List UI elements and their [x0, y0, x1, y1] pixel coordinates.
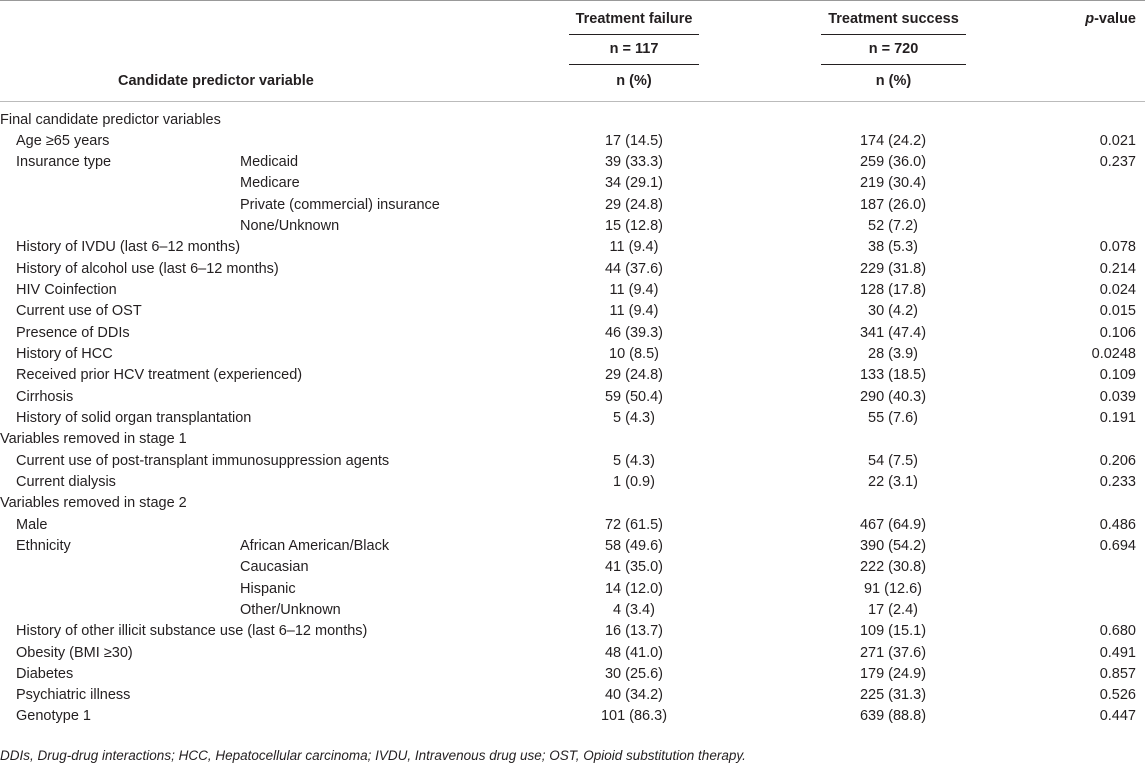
failure-count-cell: 29 (24.8): [604, 367, 664, 384]
variable-label: Cirrhosis: [16, 388, 74, 405]
table-row: [0, 131, 1145, 152]
failure-count-cell: 16 (13.7): [604, 623, 664, 640]
failure-count-cell: 101 (86.3): [600, 708, 668, 725]
table-row: [0, 621, 1145, 642]
failure-count-cell: 11 (9.4): [609, 239, 659, 256]
p-value-cell: 0.078: [1099, 239, 1136, 256]
p-value-cell: 0.039: [1099, 388, 1136, 405]
failure-count-cell: 48 (41.0): [604, 644, 664, 661]
success-count-cell: 22 (3.1): [868, 473, 918, 490]
failure-count-cell: 58 (49.6): [604, 537, 664, 554]
category-label: Other/Unknown: [240, 601, 341, 618]
category-label: Hispanic: [240, 580, 296, 597]
table-row: [0, 706, 1145, 727]
success-count-cell: 222 (30.8): [859, 559, 927, 576]
category-label: None/Unknown: [240, 218, 340, 235]
failure-count-cell: 30 (25.6): [604, 665, 664, 682]
table-row: [0, 579, 1145, 600]
table-row: [0, 216, 1145, 237]
success-count-cell: 290 (40.3): [859, 388, 927, 405]
section-header-row: [0, 110, 1145, 131]
p-value-cell: 0.214: [1099, 260, 1136, 277]
success-count-cell: 225 (31.3): [859, 687, 927, 704]
table-row: [0, 173, 1145, 194]
header-failure-title: Treatment failure: [575, 11, 693, 27]
p-value-cell: 0.106: [1099, 324, 1136, 341]
success-count-cell: 341 (47.4): [859, 324, 927, 341]
category-label: African American/Black: [240, 537, 390, 554]
failure-count-cell: 34 (29.1): [604, 175, 664, 192]
category-label: Private (commercial) insurance: [240, 196, 440, 213]
failure-count-cell: 4 (3.4): [613, 601, 655, 618]
failure-count-cell: 15 (12.8): [604, 218, 664, 235]
failure-count-cell: 39 (33.3): [604, 154, 664, 171]
variable-label: Age ≥65 years: [16, 132, 110, 149]
table-row: [0, 344, 1145, 365]
variable-label: Presence of DDIs: [16, 324, 130, 341]
success-title-rule: [821, 34, 966, 35]
table-row: [0, 195, 1145, 216]
variable-label: Obesity (BMI ≥30): [16, 644, 133, 661]
success-count-cell: 52 (7.2): [868, 218, 918, 235]
failure-title-rule: [569, 34, 699, 35]
variable-label: Current use of post-transplant immunosuppression agents: [16, 452, 390, 469]
category-label: Caucasian: [240, 559, 309, 576]
failure-count-cell: 10 (8.5): [609, 346, 659, 363]
success-count-cell: 179 (24.9): [859, 665, 927, 682]
table-row: [0, 515, 1145, 536]
success-count-cell: 229 (31.8): [859, 260, 927, 277]
failure-count-cell: 59 (50.4): [604, 388, 664, 405]
success-count-cell: 133 (18.5): [859, 367, 927, 384]
variable-label: History of solid organ transplantation: [16, 409, 252, 426]
failure-count-cell: 72 (61.5): [604, 516, 664, 533]
success-count-cell: 28 (3.9): [868, 346, 918, 363]
header-failure-unit: n (%): [616, 73, 652, 89]
p-value-cell: 0.024: [1099, 282, 1136, 299]
table-row: [0, 280, 1145, 301]
failure-count-cell: 11 (9.4): [609, 282, 659, 299]
p-value-cell: 0.109: [1099, 367, 1136, 384]
header-success-title: Treatment success: [828, 11, 959, 27]
success-count-cell: 467 (64.9): [859, 516, 927, 533]
failure-count-cell: 17 (14.5): [604, 132, 664, 149]
p-value-cell: 0.237: [1099, 154, 1136, 171]
table-row: [0, 557, 1145, 578]
failure-count-cell: 40 (34.2): [604, 687, 664, 704]
success-count-cell: 128 (17.8): [859, 282, 927, 299]
table-row: [0, 152, 1145, 173]
header-failure-n: n = 117: [609, 41, 659, 57]
p-value-cell: 0.233: [1099, 473, 1136, 490]
variable-label: Diabetes: [16, 665, 74, 682]
failure-count-cell: 46 (39.3): [604, 324, 664, 341]
variable-label: Genotype 1: [16, 708, 91, 725]
variable-label: Current use of OST: [16, 303, 142, 320]
variable-label: Insurance type: [16, 154, 112, 171]
table-row: [0, 301, 1145, 322]
variable-label: HIV Coinfection: [16, 282, 117, 299]
p-value-cell: 0.491: [1099, 644, 1136, 661]
failure-count-cell: 41 (35.0): [604, 559, 664, 576]
failure-count-cell: 5 (4.3): [613, 452, 655, 469]
table-footnote: DDIs, Drug-drug interactions; HCC, Hepatocellular carcinoma; IVDU, Intravenous drug use; OST, Opioid substitution therapy.: [0, 748, 746, 763]
section-label: Variables removed in stage 1: [0, 431, 187, 448]
section-label: Variables removed in stage 2: [0, 495, 187, 512]
table-row: [0, 664, 1145, 685]
variable-label: Received prior HCV treatment (experienced): [16, 367, 303, 384]
success-count-cell: 174 (24.2): [859, 132, 927, 149]
table-row: [0, 685, 1145, 706]
p-value-cell: 0.447: [1099, 708, 1136, 725]
failure-count-cell: 1 (0.9): [613, 473, 655, 490]
table-row: [0, 237, 1145, 258]
category-label: Medicaid: [240, 154, 299, 171]
header-success-unit: n (%): [875, 73, 912, 89]
variable-label: Ethnicity: [16, 537, 71, 554]
header-success-n: n = 720: [868, 41, 919, 57]
variable-label: Current dialysis: [16, 473, 116, 490]
table-row: [0, 365, 1145, 386]
p-value-cell: 0.694: [1099, 537, 1136, 554]
success-count-cell: 17 (2.4): [868, 601, 918, 618]
p-value-cell: 0.857: [1099, 665, 1136, 682]
table-row: [0, 472, 1145, 493]
table-row: [0, 643, 1145, 664]
table-row: [0, 387, 1145, 408]
success-count-cell: 38 (5.3): [868, 239, 918, 256]
p-value-cell: 0.206: [1099, 452, 1136, 469]
section-label: Final candidate predictor variables: [0, 111, 221, 128]
failure-count-cell: 11 (9.4): [609, 303, 659, 320]
success-count-cell: 187 (26.0): [859, 196, 927, 213]
p-value-cell: 0.0248: [1091, 346, 1136, 363]
success-count-cell: 219 (30.4): [859, 175, 927, 192]
p-value-cell: 0.526: [1099, 687, 1136, 704]
success-count-cell: 54 (7.5): [868, 452, 918, 469]
success-count-cell: 109 (15.1): [859, 623, 927, 640]
success-n-rule: [821, 64, 966, 65]
variable-label: History of alcohol use (last 6–12 months): [16, 260, 279, 277]
table-row: [0, 451, 1145, 472]
section-header-row: [0, 429, 1145, 450]
p-value-cell: 0.021: [1099, 132, 1136, 149]
failure-count-cell: 14 (12.0): [604, 580, 664, 597]
failure-count-cell: 5 (4.3): [613, 409, 655, 426]
header-predictor-label: Candidate predictor variable: [118, 73, 314, 89]
success-count-cell: 390 (54.2): [859, 537, 927, 554]
failure-count-cell: 44 (37.6): [604, 260, 664, 277]
success-count-cell: 30 (4.2): [868, 303, 918, 320]
table-row: [0, 600, 1145, 621]
category-label: Medicare: [240, 175, 300, 192]
p-value-cell: 0.486: [1099, 516, 1136, 533]
success-count-cell: 91 (12.6): [863, 580, 923, 597]
table-row: [0, 259, 1145, 280]
failure-count-cell: 29 (24.8): [604, 196, 664, 213]
section-header-row: [0, 493, 1145, 514]
table-row: [0, 323, 1145, 344]
success-count-cell: 259 (36.0): [859, 154, 927, 171]
header-bottom-rule: [0, 101, 1145, 102]
table-top-rule: [0, 0, 1145, 1]
table-row: [0, 536, 1145, 557]
p-value-cell: 0.680: [1099, 623, 1136, 640]
p-value-cell: 0.191: [1099, 409, 1136, 426]
failure-n-rule: [569, 64, 699, 65]
variable-label: Male: [16, 516, 48, 533]
header-pvalue: p-value: [1085, 11, 1136, 27]
success-count-cell: 639 (88.8): [859, 708, 927, 725]
variable-label: History of IVDU (last 6–12 months): [16, 239, 241, 256]
p-value-cell: 0.015: [1099, 303, 1136, 320]
success-count-cell: 271 (37.6): [859, 644, 927, 661]
table-row: [0, 408, 1145, 429]
success-count-cell: 55 (7.6): [868, 409, 918, 426]
variable-label: History of other illicit substance use (last 6–12 months): [16, 623, 368, 640]
variable-label: History of HCC: [16, 346, 113, 363]
variable-label: Psychiatric illness: [16, 687, 131, 704]
